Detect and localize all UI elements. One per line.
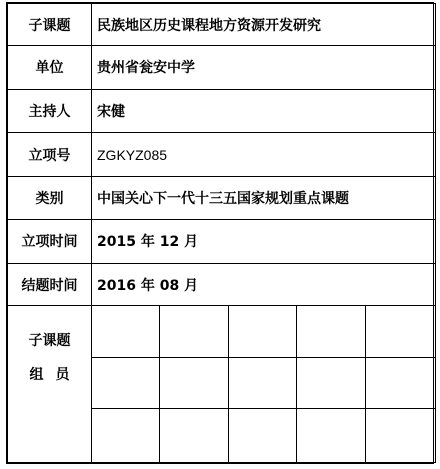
subproject-value: 民族地区历史课程地方资源开发研究 <box>92 4 436 46</box>
member-cell <box>297 306 366 358</box>
form-table <box>7 3 436 463</box>
member-cell <box>229 409 297 463</box>
end-date-value: 2016 年 08 月 <box>92 263 436 305</box>
row-category <box>8 177 436 219</box>
row-subproject <box>8 4 436 46</box>
category-value: 中国关心下一代十三五国家规划重点课题 <box>92 177 436 219</box>
row-project-number <box>8 132 436 176</box>
project-info-form <box>6 2 434 464</box>
member-cell <box>229 357 297 409</box>
unit-value: 贵州省瓮安中学 <box>92 46 436 89</box>
member-cell <box>297 409 366 463</box>
member-cell <box>160 306 229 358</box>
member-cell <box>92 306 160 358</box>
member-cell <box>297 357 366 409</box>
members-label <box>8 306 92 463</box>
member-cell <box>366 306 436 358</box>
member-cell <box>366 409 436 463</box>
member-cell <box>366 357 436 409</box>
members-label-line2: 组员 <box>29 367 82 384</box>
row-host <box>8 89 436 132</box>
member-cell <box>160 409 229 463</box>
member-cell <box>160 357 229 409</box>
start-date-value: 2015 年 12 月 <box>92 219 436 263</box>
members-row-1 <box>8 306 436 358</box>
row-start-date <box>8 219 436 263</box>
member-cell <box>229 306 297 358</box>
members-label-line1: 子课题 <box>28 333 71 350</box>
member-cell <box>92 409 160 463</box>
member-cell <box>92 357 160 409</box>
project-number-label: 立项号 <box>8 132 92 176</box>
project-number-value: ZGKYZ085 <box>92 132 436 176</box>
end-date-label: 结题时间 <box>8 263 92 305</box>
host-value: 宋健 <box>92 89 436 132</box>
subproject-label: 子课题 <box>8 4 92 46</box>
category-label: 类别 <box>8 177 92 219</box>
row-end-date <box>8 263 436 305</box>
start-date-label: 立项时间 <box>8 219 92 263</box>
row-unit <box>8 46 436 89</box>
unit-label: 单位 <box>8 46 92 89</box>
host-label: 主持人 <box>8 89 92 132</box>
